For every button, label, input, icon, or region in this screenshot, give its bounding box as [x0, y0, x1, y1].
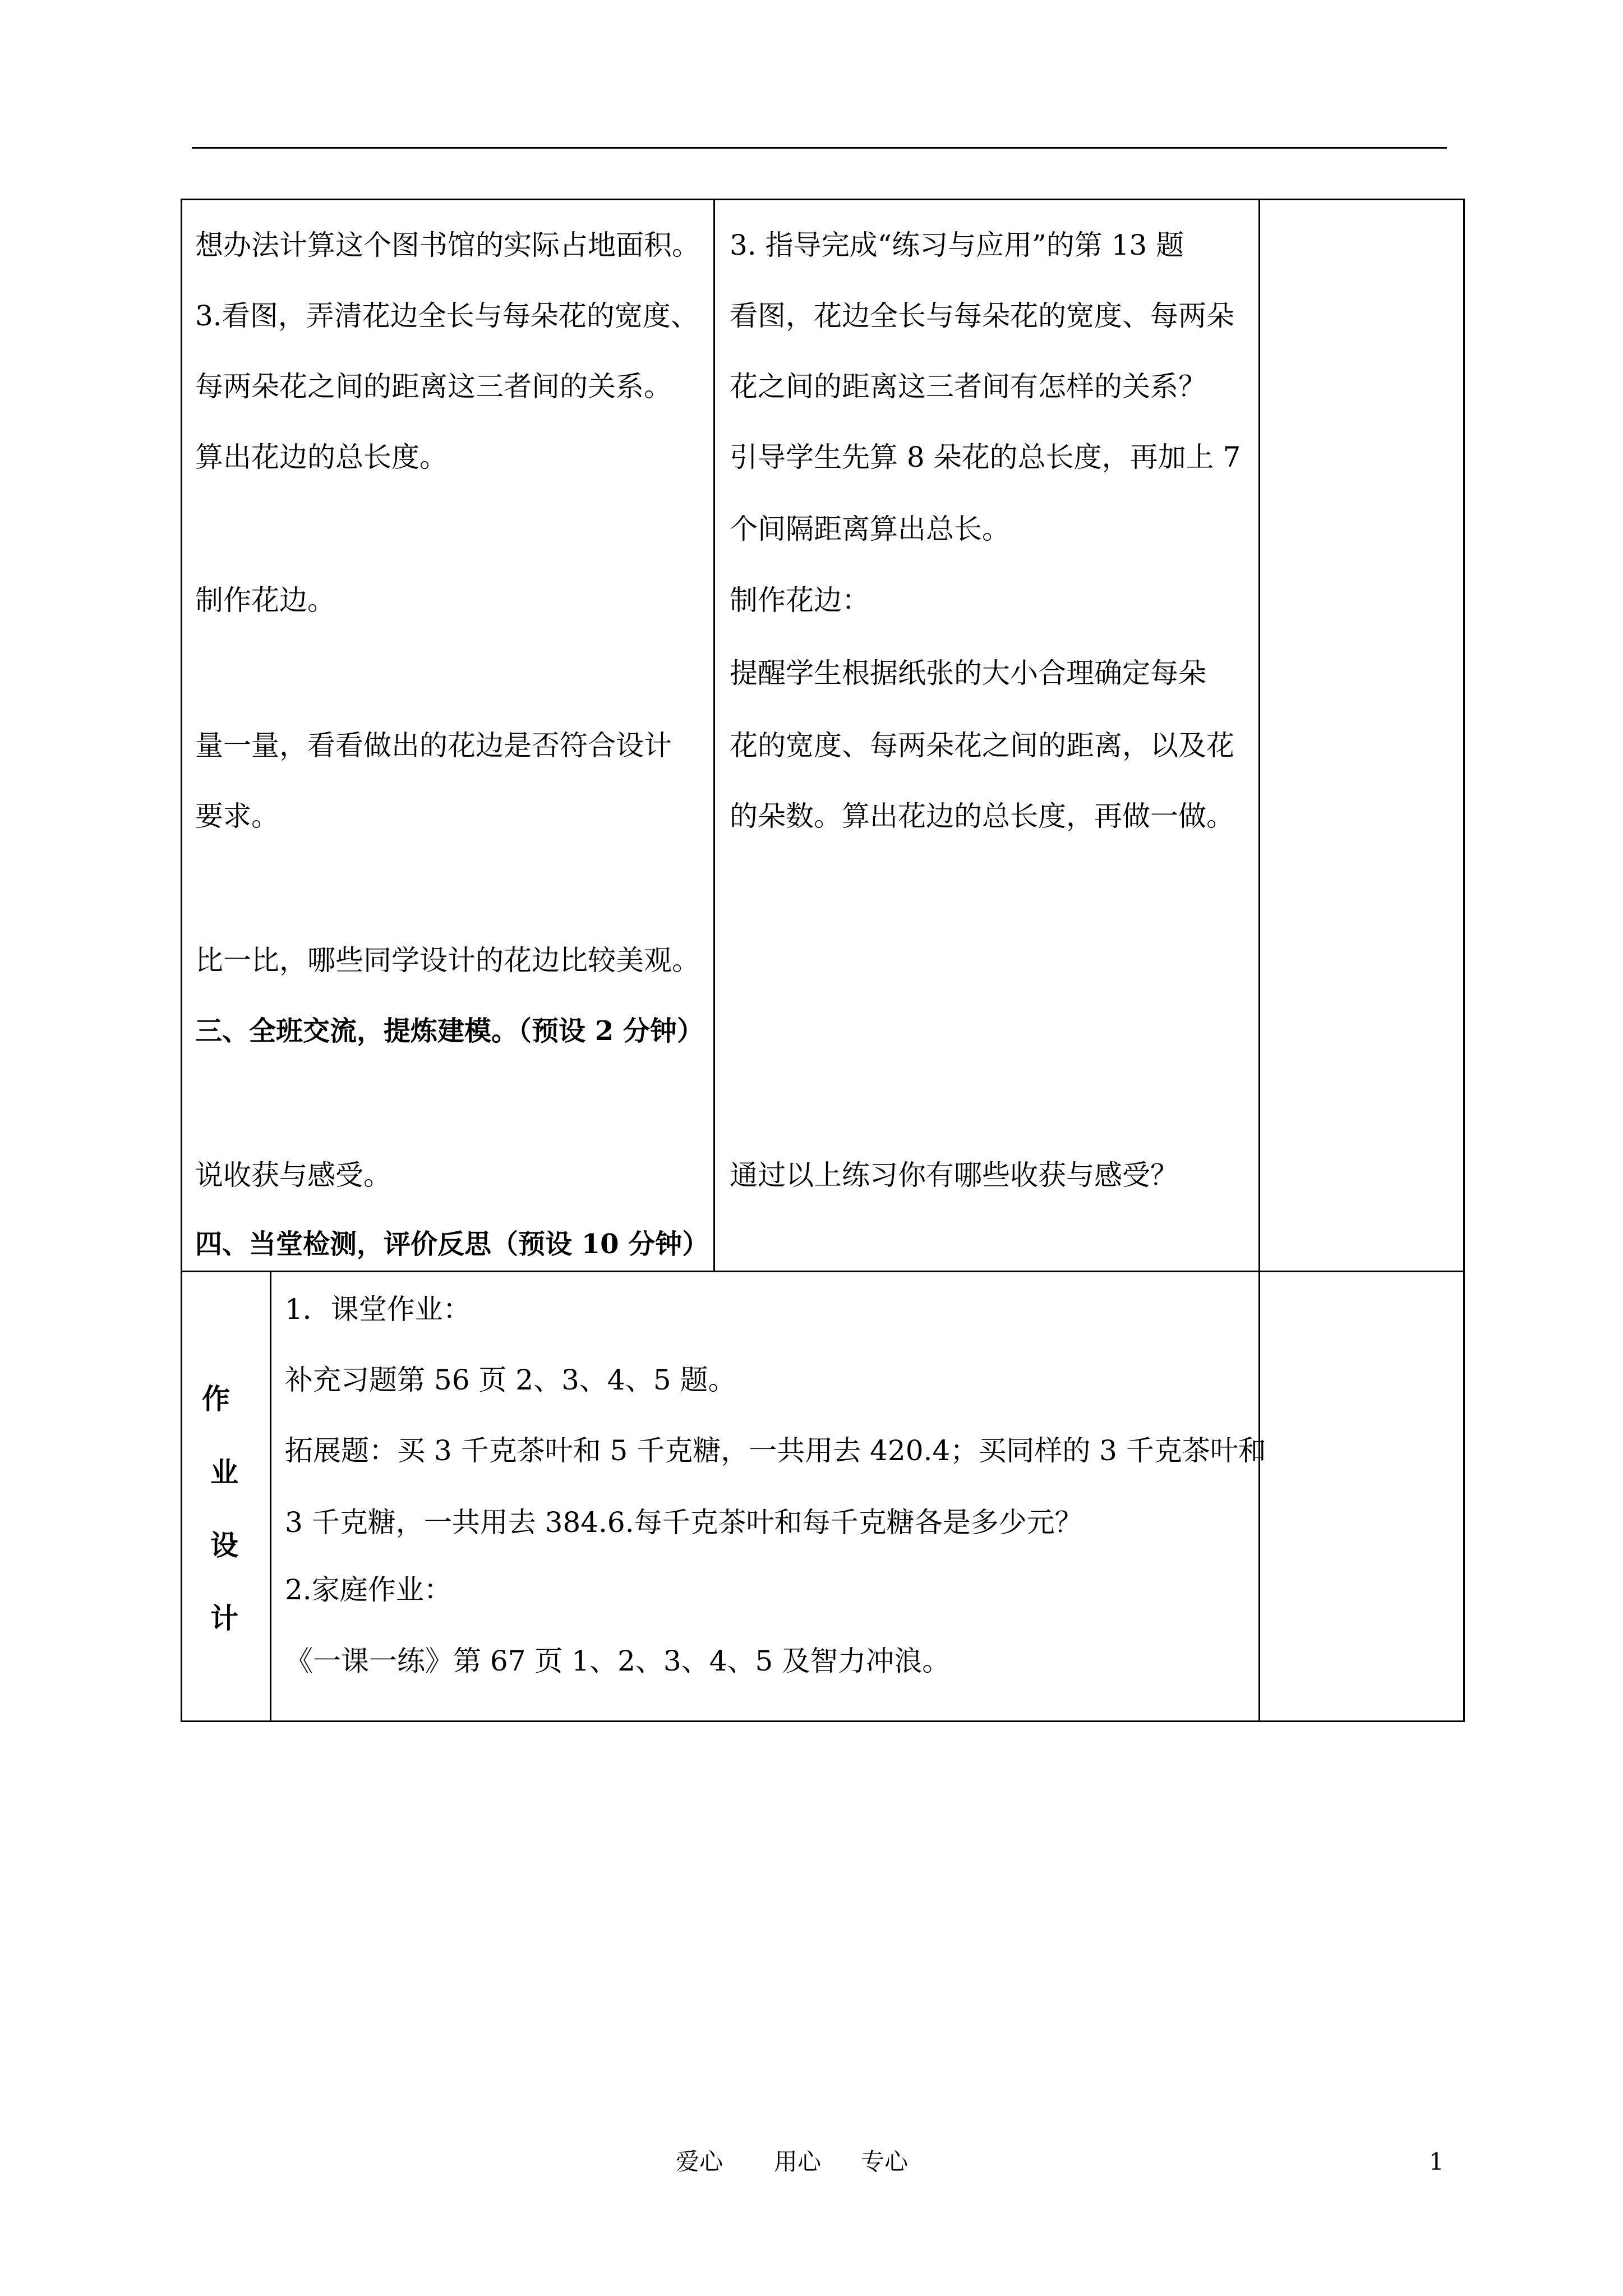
homework-label-char-4: 计: [210, 1602, 238, 1635]
mid-para-1: 3. 指导完成“练习与应用”的第 13 题: [730, 229, 1184, 261]
page-number: 1: [1429, 2148, 1444, 2175]
footer-motto-3: 专心: [861, 2148, 909, 2175]
col-divider-1: [713, 199, 715, 1272]
header-rule: [192, 147, 1447, 149]
homework-line-5: 2.家庭作业：: [285, 1573, 452, 1606]
left-para-6: 量一量，看看做出的花边是否符合设计: [195, 729, 672, 762]
homework-label-char-3: 设: [210, 1529, 238, 1562]
table-left-border: [181, 199, 182, 1722]
homework-line-3: 拓展题：买 3 千克茶叶和 5 千克糖，一共用去 420.4；买同样的 3 千克茶叶和: [285, 1434, 1266, 1467]
mid-para-4: 引导学生先算 8 朵花的总长度，再加上 7: [730, 441, 1241, 473]
mid-para-5: 个间隔距离算出总长。: [730, 513, 1010, 545]
homework-label-char-2: 业: [210, 1456, 238, 1489]
mid-para-6: 制作花边：: [730, 584, 870, 616]
footer-motto-2: 用心: [774, 2148, 822, 2175]
left-para-5: 制作花边。: [195, 584, 335, 616]
mid-para-2: 看图，花边全长与每朵花的宽度、每两朵: [730, 300, 1234, 332]
mid-para-3: 花之间的距离这三者间有怎样的关系？: [730, 370, 1206, 403]
homework-line-6: 《一课一练》第 67 页 1、2、3、4、5 及智力冲浪。: [285, 1645, 951, 1677]
mid-para-9: 的朵数。算出花边的总长度，再做一做。: [730, 800, 1234, 832]
left-para-8: 比一比，哪些同学设计的花边比较美观。: [195, 944, 700, 977]
left-para-9: 说收获与感受。: [195, 1159, 391, 1191]
table-top-border: [181, 199, 1465, 200]
homework-line-1: 1．课堂作业：: [285, 1293, 471, 1326]
left-para-4: 算出花边的总长度。: [195, 441, 448, 473]
col-divider-hw: [270, 1271, 271, 1722]
section-heading-3: 三、全班交流，提炼建模。（预设 2 分钟）: [195, 1015, 704, 1047]
footer-motto-1: 爱心: [676, 2148, 723, 2175]
table-right-border: [1463, 199, 1465, 1722]
section-heading-4: 四、当堂检测，评价反思（预设 10 分钟）: [195, 1228, 709, 1260]
mid-para-7: 提醒学生根据纸张的大小合理确定每朵: [730, 657, 1206, 689]
homework-label-char-1: 作: [202, 1382, 230, 1415]
homework-line-4: 3 千克糖，一共用去 384.6.每千克茶叶和每千克糖各是多少元？: [285, 1506, 1083, 1539]
col-divider-2: [1258, 199, 1260, 1722]
table-mid-border: [181, 1271, 1465, 1272]
left-para-1: 想办法计算这个图书馆的实际占地面积。: [195, 229, 700, 261]
mid-para-10: 通过以上练习你有哪些收获与感受？: [730, 1159, 1178, 1191]
homework-line-2: 补充习题第 56 页 2、3、4、5 题。: [285, 1364, 736, 1396]
mid-para-8: 花的宽度、每两朵花之间的距离，以及花: [730, 729, 1234, 762]
left-para-7: 要求。: [195, 800, 279, 832]
left-para-3: 每两朵花之间的距离这三者间的关系。: [195, 370, 672, 403]
table-bottom-border: [181, 1720, 1465, 1722]
left-para-2: 3.看图，弄清花边全长与每朵花的宽度、: [195, 300, 699, 332]
